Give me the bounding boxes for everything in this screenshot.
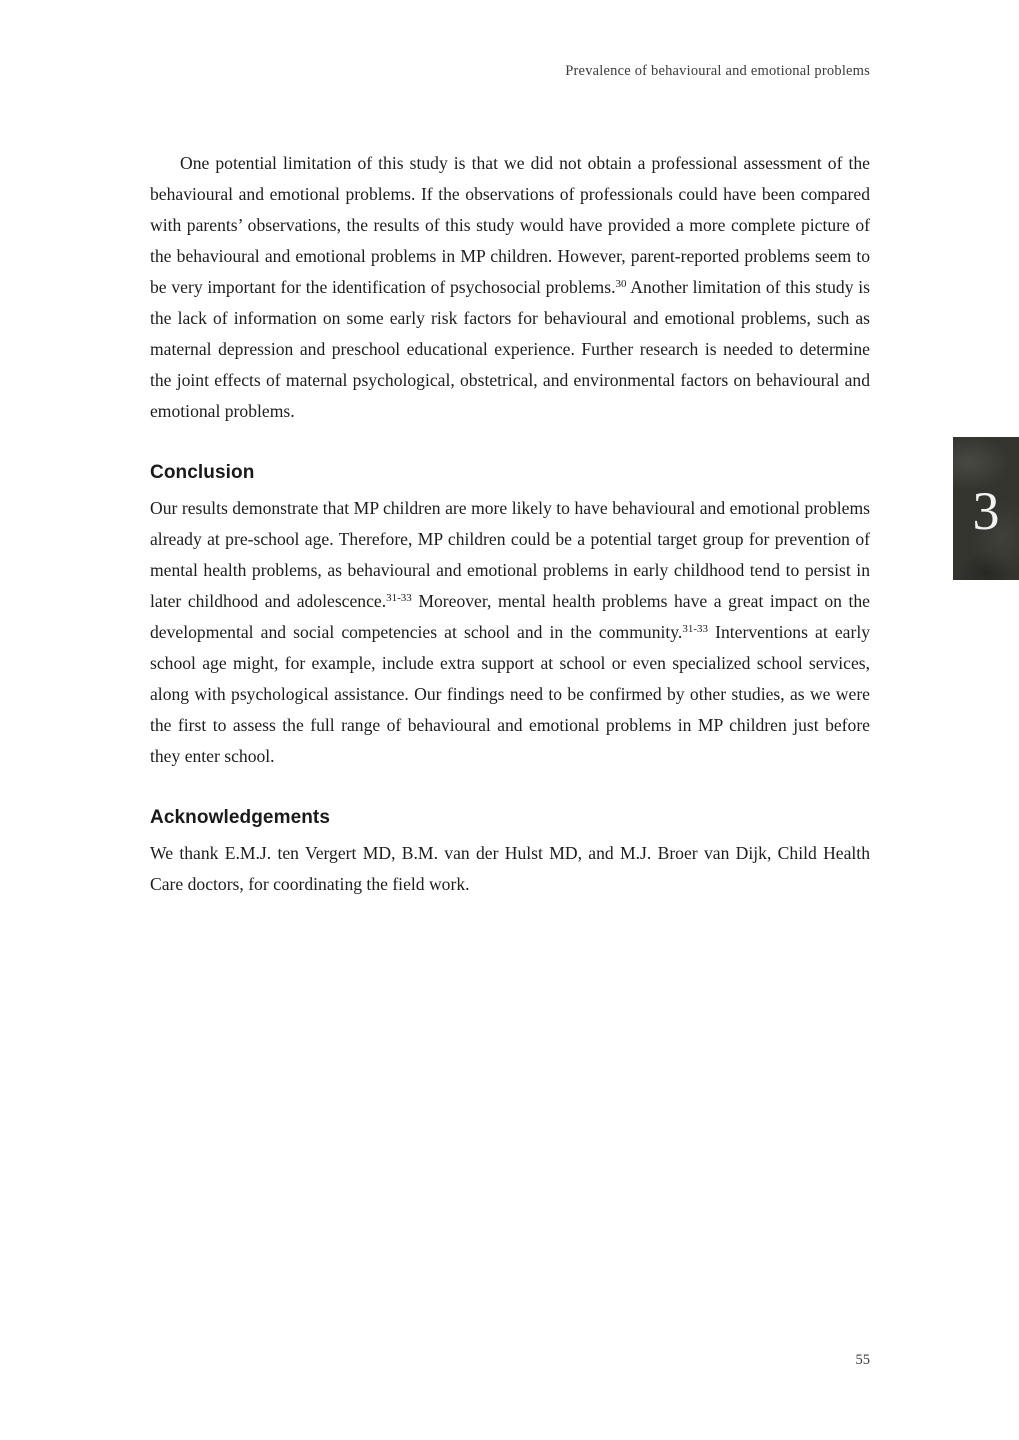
chapter-number: 3 — [972, 480, 1000, 541]
conclusion-text-2: Moreover, mental health problems have a great impact on the developmental and social competencies at school and in the community. — [150, 591, 870, 642]
conclusion-text-1: Our results demonstrate that MP children are more likely to have behavioural and emotional problems already at pre-school age. Therefore, MP children could be a potential target group for prevention of mental health problems, as behavioural and emotional problems in early childhood tend to persist in later childhood and adolescence. — [150, 498, 870, 611]
conclusion-heading: Conclusion — [150, 462, 255, 483]
paragraph-conclusion — [150, 493, 870, 772]
limitations-text-1: One potential limitation of this study is that we did not obtain a professional assessment of the behavioural and emotional problems. If the observations of professionals could have been compared with parents’ observations, the results of this study would have provided a more complete picture of the behavioural and emotional problems in MP children. However, parent-reported problems seem to be very important for the identification of psychosocial problems. — [150, 153, 870, 297]
acknowledgements-heading: Acknowledgements — [150, 807, 331, 828]
page-number: 55 — [855, 1352, 870, 1368]
citation-ref: 30 — [615, 278, 627, 290]
citation-ref: 31-33 — [386, 592, 412, 604]
page-content — [150, 148, 870, 900]
chapter-tab — [953, 437, 1019, 580]
running-header: Prevalence of behavioural and emotional problems — [565, 63, 870, 79]
conclusion-text-3: Interventions at early school age might, for example, include extra support at school or even specialized school services, along with psychological assistance. Our findings need to be confirmed by other studies, as we were the first to assess the full range of behavioural and emotional problems in MP children just before they enter school. — [150, 622, 871, 766]
citation-ref: 31-33 — [682, 623, 708, 635]
paragraph-limitations — [150, 148, 870, 427]
limitations-text-2: Another limitation of this study is the lack of information on some early risk factors for behavioural and emotional problems, such as maternal depression and preschool educational experience. Further research is needed to determine the joint effects of maternal psychological, obstetrical, and environmental factors on behavioural and emotional problems. — [150, 277, 870, 421]
paragraph-acknowledgements: We thank E.M.J. ten Vergert MD, B.M. van der Hulst MD, and M.J. Broer van Dijk, Child Health Care doctors, for coordinating the field work. — [150, 843, 870, 894]
